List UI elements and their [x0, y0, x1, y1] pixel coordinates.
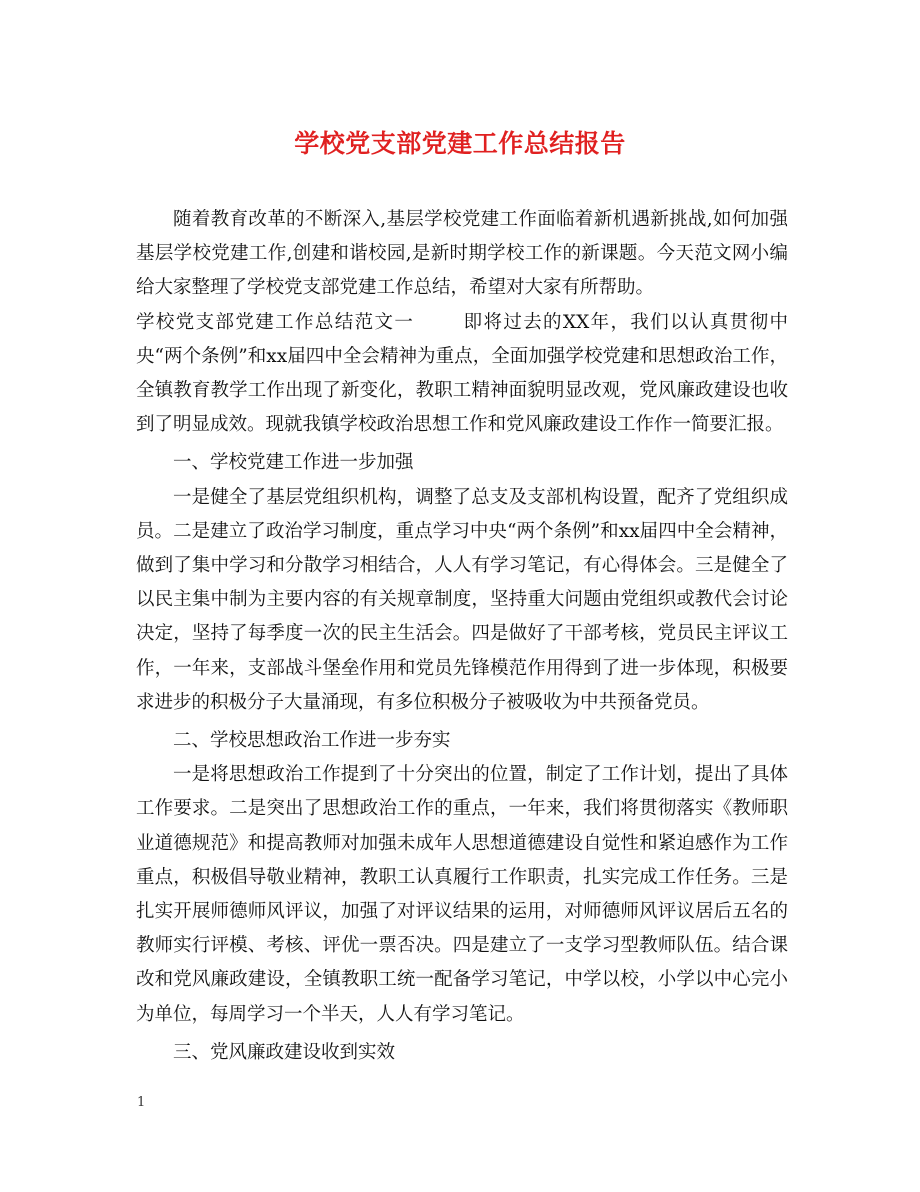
section1-paragraph: 一是健全了基层党组织机构，调整了总支及支部机构设置，配齐了党组织成员。二是建立了政治学习制度，重点学习中央“两个条例”和xx届四中全会精神，做到了集中学习和分散学习相结合，人人有学习笔记，有心得体会。三是健全了以民主集中制为主要内容的有关规章制度，坚持重大问题由党组织或教代会讨论决定，坚持了每季度一次的民主生活会。四是做好了干部考核，党员民主评议工作，一年来，支部战斗堡垒作用和党员先锋模范作用得到了进一步体现，积极要求进步的积极分子大量涌现，有多位积极分子被吸收为中共预备党员。	[136, 486, 788, 713]
page-number: 1	[137, 1095, 146, 1110]
sample-label: 学校党支部党建工作总结范文一	[136, 311, 415, 333]
intro-paragraph: 随着教育改革的不断深入,基层学校党建工作面临着新机遇新挑战,如何加强基层学校党建工作,创建和谐校园,是新时期学校工作的新课题。今天范文网小编给大家整理了学校党支部党建工作总结，希望对大家有所帮助。	[136, 209, 788, 299]
section2-paragraph: 一是将思想政治工作提到了十分突出的位置，制定了工作计划，提出了具体工作要求。二是突出了思想政治工作的重点，一年来，我们将贯彻落实《教师职业道德规范》和提高教师对加强未成年人思想道德建设自觉性和紧迫感作为工作重点，积极倡导敬业精神，教职工认真履行工作职责，扎实完成工作任务。三是扎实开展师德师风评议，加强了对评议结果的运用，对师德师风评议居后五名的教师实行评模、考核、评优一票否决。四是建立了一支学习型教师队伍。结合课改和党风廉政建设，全镇教职工统一配备学习笔记，中学以校，小学以中心完小为单位，每周学习一个半天，人人有学习笔记。	[136, 764, 788, 1025]
sample-text: 即将过去的XX年，我们以认真贯彻中央“两个条例”和xx届四中全会精神为重点，全面加强学校党建和思想政治工作，全镇教育教学工作出现了新变化，教职工精神面貌明显改观，党风廉政建设也收到了明显成效。现就我镇学校政治思想工作和党风廉政建设工作作一简要汇报。	[136, 311, 788, 436]
section1-heading: 一、学校党建工作进一步加强	[173, 452, 414, 474]
sample-paragraph	[136, 306, 788, 443]
document-title: 学校党支部党建工作总结报告	[294, 129, 626, 158]
section2-heading: 二、学校思想政治工作进一步夯实	[173, 730, 451, 752]
section3-heading: 三、党风廉政建设收到实效	[173, 1041, 396, 1063]
document-body	[136, 203, 788, 1070]
